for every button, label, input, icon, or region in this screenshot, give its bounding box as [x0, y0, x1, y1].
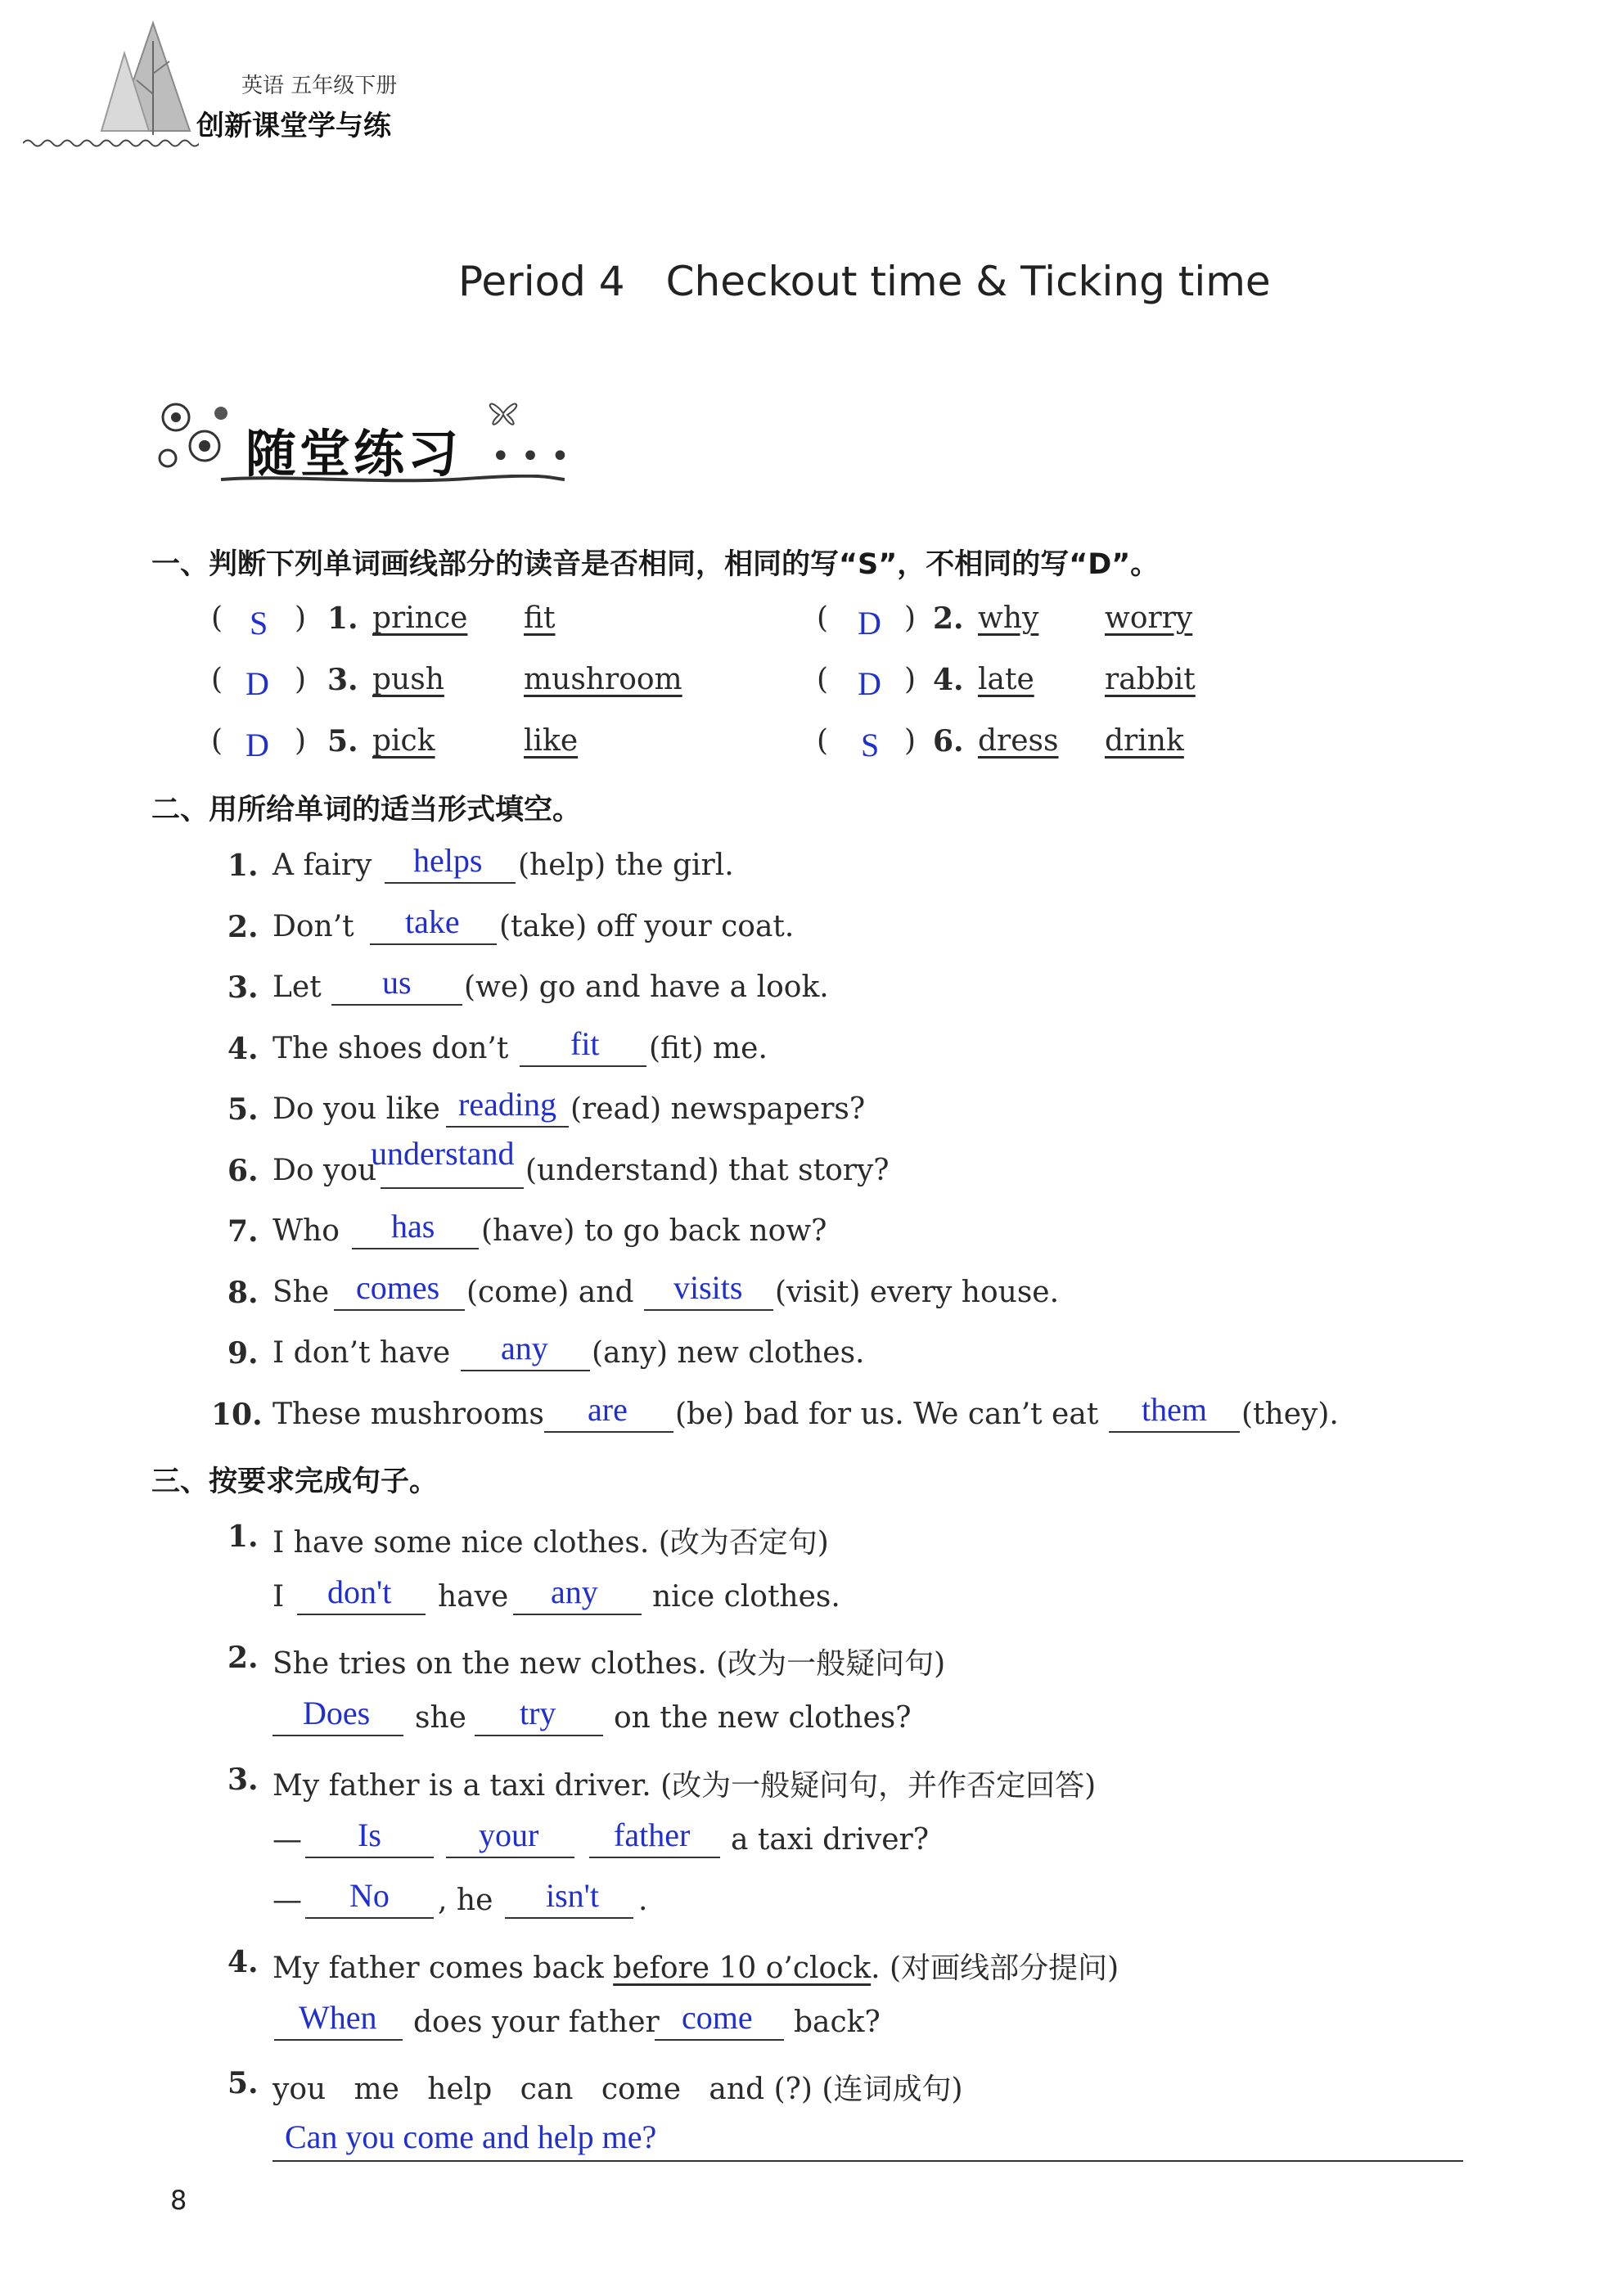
- answer-text: comes: [356, 1269, 440, 1306]
- list-item: ): [295, 601, 307, 635]
- item-number: 1.: [227, 1519, 259, 1554]
- answer-text: visits: [673, 1269, 743, 1306]
- list-item: (: [817, 724, 829, 758]
- item-number: 8.: [227, 1276, 259, 1310]
- item-number: 2.: [227, 1641, 259, 1675]
- section1-heading: 一、判断下列单词画线部分的读音是否相同，相同的写“S”，不相同的写“D”。: [151, 548, 1160, 581]
- item-number: 4.: [933, 663, 964, 697]
- answer-line-text: on the new clothes?: [614, 1701, 912, 1735]
- list-item: (: [211, 663, 223, 696]
- word-a: why: [978, 601, 1039, 635]
- answer-line-text: a taxi driver?: [731, 1823, 930, 1857]
- item-number: 2.: [227, 910, 259, 944]
- question-prompt: I have some nice clothes. (改为否定句): [273, 1526, 829, 1560]
- item-number: 6.: [933, 724, 964, 759]
- header-book-title: 创新课堂学与练: [196, 110, 391, 142]
- item-number: 2.: [933, 601, 964, 636]
- item-number: 1.: [227, 849, 259, 883]
- word-b: drink: [1105, 724, 1184, 758]
- item-number: 9.: [227, 1336, 259, 1371]
- word-a: prince: [372, 601, 468, 635]
- word-a: pick: [372, 724, 435, 758]
- fill-blank: [352, 1248, 479, 1249]
- fill-blank: [589, 1857, 720, 1858]
- item-number: 10.: [211, 1398, 263, 1432]
- list-item: (: [211, 724, 223, 758]
- fill-blank: [305, 1857, 434, 1858]
- fill-blank: [370, 943, 497, 945]
- fill-blank: [520, 1065, 646, 1067]
- item-number: 6.: [227, 1154, 259, 1188]
- fill-blank: [446, 1126, 569, 1128]
- word-b: fit: [524, 601, 556, 635]
- fill-blank: [644, 1309, 773, 1311]
- word-a: push: [372, 663, 444, 696]
- list-item: ): [904, 601, 917, 635]
- answer-text: them: [1142, 1391, 1207, 1428]
- answer-text: Does: [303, 1695, 371, 1731]
- banner-underline: [221, 475, 565, 484]
- answer-text: fit: [570, 1025, 600, 1062]
- answer-text: understand: [371, 1135, 515, 1172]
- sentence-text: These mushrooms: [273, 1398, 544, 1431]
- item-number: 4.: [227, 1032, 259, 1066]
- list-item: (: [211, 601, 223, 635]
- sentence-text: (we) go and have a look.: [464, 970, 829, 1004]
- dash-marker: —: [273, 1823, 302, 1857]
- question-prompt: you me help can come and (?) (连词成句): [273, 2073, 963, 2106]
- banner-label: 随堂练习: [245, 424, 462, 484]
- list-item: ): [295, 724, 307, 758]
- section2-heading: 二、用所给单词的适当形式填空。: [151, 794, 582, 826]
- answer-text: are: [588, 1391, 628, 1428]
- page-title: [458, 258, 1271, 305]
- sentence-text: (read) newspapers?: [570, 1092, 866, 1126]
- fill-blank: [297, 1614, 426, 1615]
- question-prompt: [273, 1945, 1119, 1987]
- answer-text: us: [382, 964, 412, 1001]
- underlined-phrase: before 10 o’clock: [613, 1952, 872, 1985]
- answer-text: When: [299, 1999, 377, 2036]
- answer-line-text: nice clothes.: [652, 1580, 840, 1614]
- answer-text: don't: [327, 1573, 392, 1610]
- answer-text: come: [682, 1999, 753, 2036]
- answer-text: D: [858, 605, 881, 642]
- sentence-text: (they).: [1241, 1398, 1339, 1431]
- fill-blank: [446, 1857, 574, 1858]
- answer-text: father: [614, 1817, 691, 1853]
- sentence-text: (any) new clothes.: [592, 1336, 865, 1370]
- item-number: 1.: [327, 601, 358, 636]
- fill-blank: [475, 1735, 603, 1736]
- answer-text: D: [245, 727, 269, 763]
- item-number: 5.: [227, 2066, 259, 2100]
- sentence-text: (come) and: [466, 1276, 634, 1309]
- answer-text: your: [479, 1817, 539, 1853]
- answer-text: D: [858, 665, 881, 702]
- fill-blank: [1109, 1431, 1240, 1433]
- item-number: 3.: [227, 1763, 259, 1797]
- fill-blank: [273, 1735, 403, 1736]
- flower-decoration-icon: [147, 385, 245, 483]
- sentence-text: She: [273, 1276, 330, 1309]
- answer-text: take: [405, 903, 460, 940]
- list-item: ): [904, 724, 917, 758]
- section3-heading: 三、按要求完成句子。: [151, 1465, 439, 1498]
- fill-blank: [385, 882, 516, 884]
- sentence-text: (be) bad for us. We can’t eat: [675, 1398, 1099, 1431]
- word-a: dress: [978, 724, 1059, 758]
- answer-line-text: .: [638, 1884, 648, 1917]
- answer-line-text: she: [415, 1701, 466, 1735]
- page-number: 8: [170, 2185, 187, 2216]
- answer-text: any: [501, 1330, 548, 1366]
- sentence-text: (have) to go back now?: [481, 1214, 827, 1248]
- fill-blank: [273, 2160, 1463, 2162]
- fill-blank: [544, 1431, 673, 1433]
- sentence-text: I don’t have: [273, 1336, 451, 1370]
- banner-dots: • • •: [491, 438, 570, 475]
- sentence-text: (understand) that story?: [525, 1154, 890, 1187]
- word-b: mushroom: [524, 663, 682, 696]
- answer-line-text: I: [273, 1580, 285, 1614]
- fill-blank: [655, 2039, 784, 2041]
- list-item: (: [817, 663, 829, 696]
- answer-line-text: have: [438, 1580, 509, 1614]
- item-number: 7.: [227, 1214, 259, 1249]
- sentence-text: Don’t: [273, 910, 354, 943]
- word-a: late: [978, 663, 1034, 696]
- answer-text: S: [861, 727, 880, 763]
- list-item: (: [817, 601, 829, 635]
- answer-text: Is: [358, 1817, 381, 1853]
- answer-text: D: [245, 665, 269, 702]
- item-number: 5.: [327, 724, 358, 759]
- word-b: worry: [1105, 601, 1193, 635]
- answer-text: Can you come and help me?: [285, 2118, 657, 2155]
- fill-blank: [274, 2039, 403, 2041]
- sentence-text: Let: [273, 970, 322, 1004]
- sentence-text: (take) off your coat.: [499, 910, 795, 943]
- sentence-text: The shoes don’t: [273, 1032, 509, 1065]
- topic-label: Checkout time & Ticking time: [665, 258, 1271, 305]
- sentence-text: Do you like: [273, 1092, 440, 1126]
- item-number: 3.: [227, 970, 259, 1005]
- item-number: 4.: [227, 1945, 259, 1979]
- prompt-text: My father comes back: [273, 1952, 604, 1985]
- item-number: 3.: [327, 663, 358, 697]
- period-label: Period 4: [458, 258, 625, 305]
- fill-blank: [331, 1004, 462, 1006]
- list-item: ): [904, 663, 917, 696]
- word-b: rabbit: [1105, 663, 1196, 696]
- question-prompt: She tries on the new clothes. (改为一般疑问句): [273, 1647, 946, 1681]
- answer-text: try: [520, 1695, 556, 1731]
- fill-blank: [513, 1614, 642, 1615]
- sentence-text: Who: [273, 1214, 340, 1248]
- question-prompt: My father is a taxi driver. (改为一般疑问句，并作否定回答): [273, 1769, 1097, 1803]
- sentence-text: (help) the girl.: [518, 849, 734, 882]
- fill-blank: [334, 1309, 465, 1311]
- answer-line-text: back?: [794, 2006, 881, 2039]
- answer-text: helps: [413, 842, 483, 879]
- answer-text: reading: [458, 1086, 556, 1123]
- list-item: ): [295, 663, 307, 696]
- answer-text: S: [250, 605, 268, 642]
- answer-text: any: [551, 1573, 598, 1610]
- fill-blank: [381, 1187, 524, 1189]
- sentence-text: Do you: [273, 1154, 377, 1187]
- answer-text: has: [391, 1208, 435, 1245]
- header-wave-divider: [23, 137, 199, 149]
- answer-line-text: does your father: [413, 2006, 660, 2039]
- sentence-text: (visit) every house.: [775, 1276, 1060, 1309]
- answer-line-text: , he: [438, 1884, 493, 1917]
- butterfly-icon: [483, 397, 524, 430]
- fill-blank: [461, 1370, 590, 1371]
- sentence-text: (fit) me.: [649, 1032, 768, 1065]
- answer-text: isn't: [546, 1877, 599, 1914]
- header-subject: 英语 五年级下册: [241, 74, 398, 98]
- sentence-text: A fairy: [273, 849, 372, 882]
- answer-text: No: [349, 1877, 390, 1914]
- word-b: like: [524, 724, 579, 758]
- item-number: 5.: [227, 1092, 259, 1127]
- prompt-instruction: . (对画线部分提问): [871, 1952, 1119, 1985]
- dash-marker: —: [273, 1884, 302, 1917]
- fill-blank: [505, 1917, 633, 1919]
- fill-blank: [305, 1917, 434, 1919]
